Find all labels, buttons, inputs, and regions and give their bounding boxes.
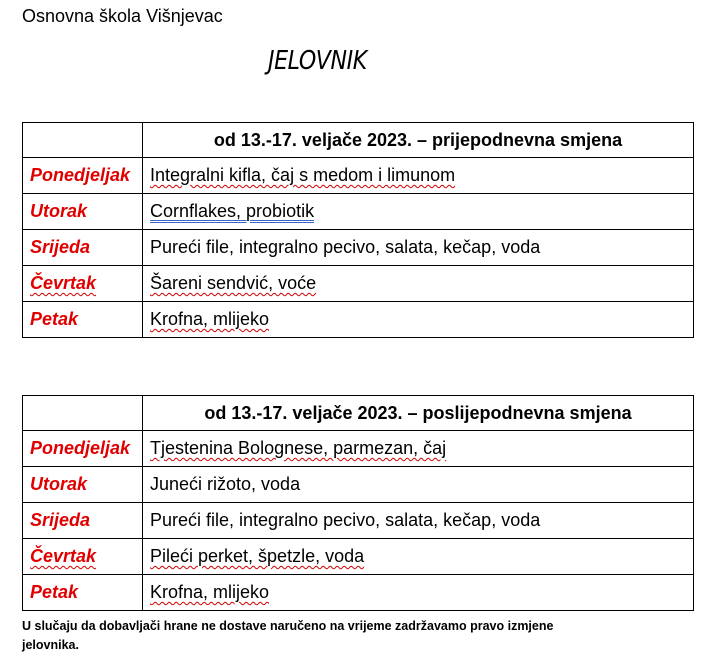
menu-cell [143, 539, 694, 575]
afternoon-shift-table [22, 395, 694, 611]
day-cell [23, 539, 143, 575]
day-cell: Ponedjeljak [23, 431, 143, 467]
day-cell: Srijeda [23, 230, 143, 266]
table-row [23, 503, 694, 539]
table-row [23, 266, 694, 302]
table-header-row [23, 123, 694, 158]
day-text: Čevrtak [30, 546, 97, 566]
table-heading: od 13.-17. veljače 2023. – poslijepodnevna smjena [143, 396, 694, 431]
menu-cell [143, 575, 694, 611]
table-header-row [23, 396, 694, 431]
table-row [23, 431, 694, 467]
menu-text: Pileći perket, špetzle, voda [150, 546, 365, 566]
school-name: Osnovna škola Višnjevac [22, 6, 223, 26]
table-heading: od 13.-17. veljače 2023. – prijepodnevna smjena [143, 123, 694, 158]
disclaimer-note: U slučaju da dobavljači hrane ne dostave naručeno na vrijeme zadržavamo pravo izmjene jelovnika. [22, 619, 554, 652]
day-cell [23, 266, 143, 302]
menu-text: Krofna, mlijeko [150, 309, 270, 329]
table-row [23, 575, 694, 611]
menu-cell [143, 503, 694, 539]
menu-cell [143, 467, 694, 503]
day-cell: Utorak [23, 194, 143, 230]
day-cell: Srijeda [23, 503, 143, 539]
morning-shift-table [22, 122, 694, 338]
table-row [23, 230, 694, 266]
day-text: Čevrtak [30, 273, 97, 293]
header-empty-cell [23, 123, 143, 158]
day-cell: Ponedjeljak [23, 158, 143, 194]
menu-text: Pureći file, integralno pecivo, salata, kečap, voda [150, 237, 541, 257]
table-row [23, 158, 694, 194]
day-cell: Petak [23, 302, 143, 338]
menu-cell [143, 230, 694, 266]
menu-cell [143, 158, 694, 194]
table-row [23, 539, 694, 575]
table-row [23, 467, 694, 503]
table-row [23, 194, 694, 230]
menu-text: Cornflakes, probiotik [150, 201, 315, 221]
day-cell: Petak [23, 575, 143, 611]
menu-cell [143, 431, 694, 467]
table-row [23, 302, 694, 338]
menu-text: Krofna, mlijeko [150, 582, 270, 602]
menu-text: Pureći file, integralno pecivo, salata, kečap, voda [150, 510, 541, 530]
menu-title: JELOVNIK [268, 46, 367, 76]
menu-cell [143, 266, 694, 302]
menu-cell [143, 194, 694, 230]
menu-text: Integralni kifla, čaj s medom i limunom [150, 165, 456, 185]
menu-cell [143, 302, 694, 338]
menu-text: Tjestenina Bolognese, parmezan, čaj [150, 438, 447, 458]
day-cell: Utorak [23, 467, 143, 503]
menu-text: Juneći rižoto, voda [150, 474, 301, 494]
header-empty-cell [23, 396, 143, 431]
menu-text: Šareni sendvić, voće [150, 273, 317, 293]
